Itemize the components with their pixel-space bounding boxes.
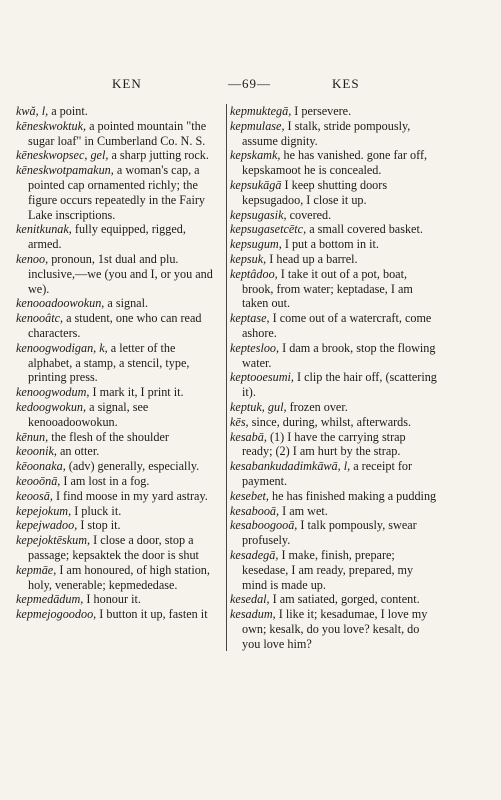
entry-headword: keoonik, [16, 444, 57, 459]
dictionary-entry [16, 163, 220, 222]
dictionary-entry [16, 592, 220, 607]
entry-definition: (adv) generally, especially. [65, 459, 200, 474]
entry-definition: I stop it. [77, 518, 121, 533]
entry-definition: I am wet. [279, 503, 328, 518]
entry-headword: kēneskwotpamakun, [16, 163, 114, 178]
entry-headword: keptâdoo, [230, 266, 278, 281]
entry-headword: kepmejogoodoo, [16, 607, 97, 622]
entry-headword: kesabā, [230, 429, 267, 444]
entry-definition: a letter of the alphabet, a stamp, a stencil, type, printing press. [28, 340, 190, 385]
entry-headword: kēneskwopsec, gel, [16, 148, 109, 163]
dictionary-entry [16, 444, 220, 459]
dictionary-entry [230, 430, 438, 460]
entry-headword: kenoo, [16, 251, 49, 266]
dictionary-entry [16, 474, 220, 489]
entry-headword: kepmāe, [16, 562, 57, 577]
entry-definition: the flesh of the shoulder [48, 429, 169, 444]
entry-headword: kēnun, [16, 429, 49, 444]
entry-headword: kepmulase, [230, 118, 285, 133]
entry-definition: I pluck it. [71, 503, 122, 518]
entry-headword: keptase, [230, 311, 270, 326]
dictionary-entry [230, 415, 438, 430]
entry-headword: kēneskwoktuk, [16, 118, 87, 133]
dictionary-entry [230, 489, 438, 504]
dictionary-entry [16, 119, 220, 149]
entry-headword: kepsugum, [230, 237, 282, 252]
dictionary-entry [230, 222, 438, 237]
entry-definition: a signal, see kenooadoowokun. [28, 399, 149, 429]
entry-definition: a signal. [104, 296, 149, 311]
dictionary-entry [230, 267, 438, 311]
dictionary-entry [230, 607, 438, 651]
dictionary-entry [230, 119, 438, 149]
dictionary-entry [230, 370, 438, 400]
entry-definition: covered. [286, 207, 332, 222]
header-right-guideword: KES [332, 76, 360, 91]
dictionary-entry [16, 104, 220, 119]
dictionary-entry [16, 489, 220, 504]
entry-headword: kenooâtc, [16, 311, 64, 326]
entry-definition: a small covered basket. [306, 222, 423, 237]
entry-definition: frozen over. [286, 399, 348, 414]
entry-definition: I mark it, I print it. [89, 385, 184, 400]
entry-definition: pronoun, 1st dual and plu. inclusive,—we (you and I, or you and we). [28, 251, 213, 296]
entry-definition: I find moose in my yard astray. [52, 488, 208, 503]
page-number: —69— [228, 76, 271, 91]
dictionary-entry [16, 607, 220, 622]
dictionary-entry [16, 400, 220, 430]
dictionary-entry [16, 148, 220, 163]
entry-definition: I dam a brook, stop the flowing water. [242, 340, 436, 370]
entry-headword: kenoogwodigan, k, [16, 340, 108, 355]
entry-headword: kedoogwokun, [16, 399, 87, 414]
entry-headword: kēoonaka, [16, 459, 66, 474]
dictionary-entry [230, 548, 438, 592]
entry-definition: I am lost in a fog. [60, 473, 150, 488]
entry-definition: fully equipped, rigged, armed. [28, 222, 186, 252]
dictionary-entry [16, 311, 220, 341]
dictionary-entry [230, 592, 438, 607]
dictionary-entry [16, 533, 220, 563]
entry-definition: I come out of a watercraft, come ashore. [242, 311, 432, 340]
entry-definition: I take it out of a pot, boat, brook, from water; keptadase, I am taken out. [242, 266, 413, 311]
entry-definition: I am satiated, gorged, content. [269, 592, 420, 607]
header-left-guideword: KEN [112, 76, 142, 91]
entry-headword: keoosā, [16, 488, 53, 503]
dictionary-entry [16, 518, 220, 533]
dictionary-entry [230, 459, 438, 489]
right-column [226, 104, 438, 651]
entry-headword: kepmuktegā, [230, 104, 292, 118]
entry-definition: he has vanished. gone far off, kepskamoot he is concealed. [242, 148, 428, 178]
entry-definition: I stalk, stride pompously, assume dignity. [242, 118, 411, 148]
entry-headword: kepmedādum, [16, 592, 84, 607]
entry-headword: kesebet, [230, 488, 269, 503]
dictionary-entry [16, 341, 220, 385]
entry-definition: I honour it. [83, 592, 141, 607]
entry-definition: since, during, whilst, afterwards. [248, 414, 412, 429]
dictionary-entry [230, 341, 438, 371]
dictionary-entry [230, 208, 438, 223]
entry-definition: a pointed mountain "the sugar loaf" in Cumberland Co. N. S. [28, 118, 207, 148]
dictionary-entry [230, 178, 438, 208]
dictionary-entry [16, 563, 220, 593]
entry-definition: (1) I have the carrying strap ready; (2) I am hurt by the strap. [242, 429, 406, 459]
entry-headword: kepskamk, [230, 148, 281, 163]
dictionary-entry [230, 311, 438, 341]
entry-headword: keptuk, gul, [230, 399, 287, 414]
entry-headword: kepejokum, [16, 503, 72, 518]
entry-headword: kesabankudadimkāwā, l, [230, 459, 351, 474]
entry-headword: kepsugasetcētc, [230, 222, 307, 237]
entry-definition: I close a door, stop a passage; kepsaktek the door is shut [28, 533, 199, 562]
dictionary-entry [230, 104, 438, 119]
entry-headword: keptooesumi, [230, 370, 294, 385]
entry-headword: kenoogwodum, [16, 385, 90, 400]
entry-definition: an otter. [56, 444, 100, 459]
entry-definition: I clip the hair off, (scattering it). [242, 370, 437, 400]
entry-definition: I talk pompously, swear profusely. [242, 518, 417, 548]
entry-definition: I keep shutting doors kepsugadoo, I close it up. [242, 177, 388, 207]
entry-definition: I make, finish, prepare; kesedase, I am ready, prepared, my mind is made up. [242, 547, 414, 592]
dictionary-entry [16, 385, 220, 400]
entry-headword: keptesloo, [230, 340, 280, 355]
entry-definition: I like it; kesadumae, I love my own; kesalk, do you love? kesalt, do you love him? [242, 607, 428, 651]
entry-headword: kesadegā, [230, 547, 279, 562]
entry-definition: I am honoured, of high station, holy, venerable; kepmededase. [28, 562, 210, 592]
entry-definition: I put a bottom in it. [281, 237, 379, 252]
entry-headword: kesaboogooā, [230, 518, 298, 533]
page-header [0, 76, 501, 94]
entry-headword: kepsukāgā [230, 177, 282, 192]
entry-headword: kepsuk, [230, 251, 267, 266]
entry-definition: a sharp jutting rock. [108, 148, 209, 163]
entry-definition: a woman's cap, a pointed cap ornamented richly; the figure occurs repeatedly in the Fairy Lake inscriptions. [28, 163, 205, 222]
dictionary-entry [230, 518, 438, 548]
entry-headword: kepejoktēskum, [16, 533, 91, 548]
dictionary-entry [230, 148, 438, 178]
entry-definition: a point. [48, 104, 88, 118]
dictionary-entry [16, 252, 220, 296]
entry-headword: kepsugasik, [230, 207, 287, 222]
dictionary-entry [230, 400, 438, 415]
entry-headword: kenitkunak, [16, 222, 72, 237]
entry-definition: I head up a barrel. [266, 251, 358, 266]
entry-definition: he has finished making a pudding [268, 488, 437, 503]
dictionary-entry [16, 459, 220, 474]
entry-headword: kesadum, [230, 607, 276, 622]
left-column [16, 104, 220, 622]
entry-definition: a receipt for payment. [242, 459, 413, 488]
dictionary-entry [16, 504, 220, 519]
entry-headword: keooōnā, [16, 473, 61, 488]
entry-headword: kenooadoowokun, [16, 296, 105, 311]
entry-headword: kesedal, [230, 592, 270, 607]
dictionary-entry [230, 504, 438, 519]
dictionary-entry [16, 296, 220, 311]
dictionary-entry [16, 430, 220, 445]
entry-definition: a student, one who can read characters. [28, 311, 202, 340]
entry-headword: kēs, [230, 414, 249, 429]
dictionary-entry [16, 222, 220, 252]
entry-headword: kepejwadoo, [16, 518, 78, 533]
dictionary-entry [230, 237, 438, 252]
dictionary-entry [230, 252, 438, 267]
entry-headword: kesabooā, [230, 503, 280, 518]
entry-definition: I persevere. [291, 104, 352, 118]
entry-headword: kwă, l, [16, 104, 49, 118]
entry-definition: I button it up, fasten it [96, 607, 208, 622]
